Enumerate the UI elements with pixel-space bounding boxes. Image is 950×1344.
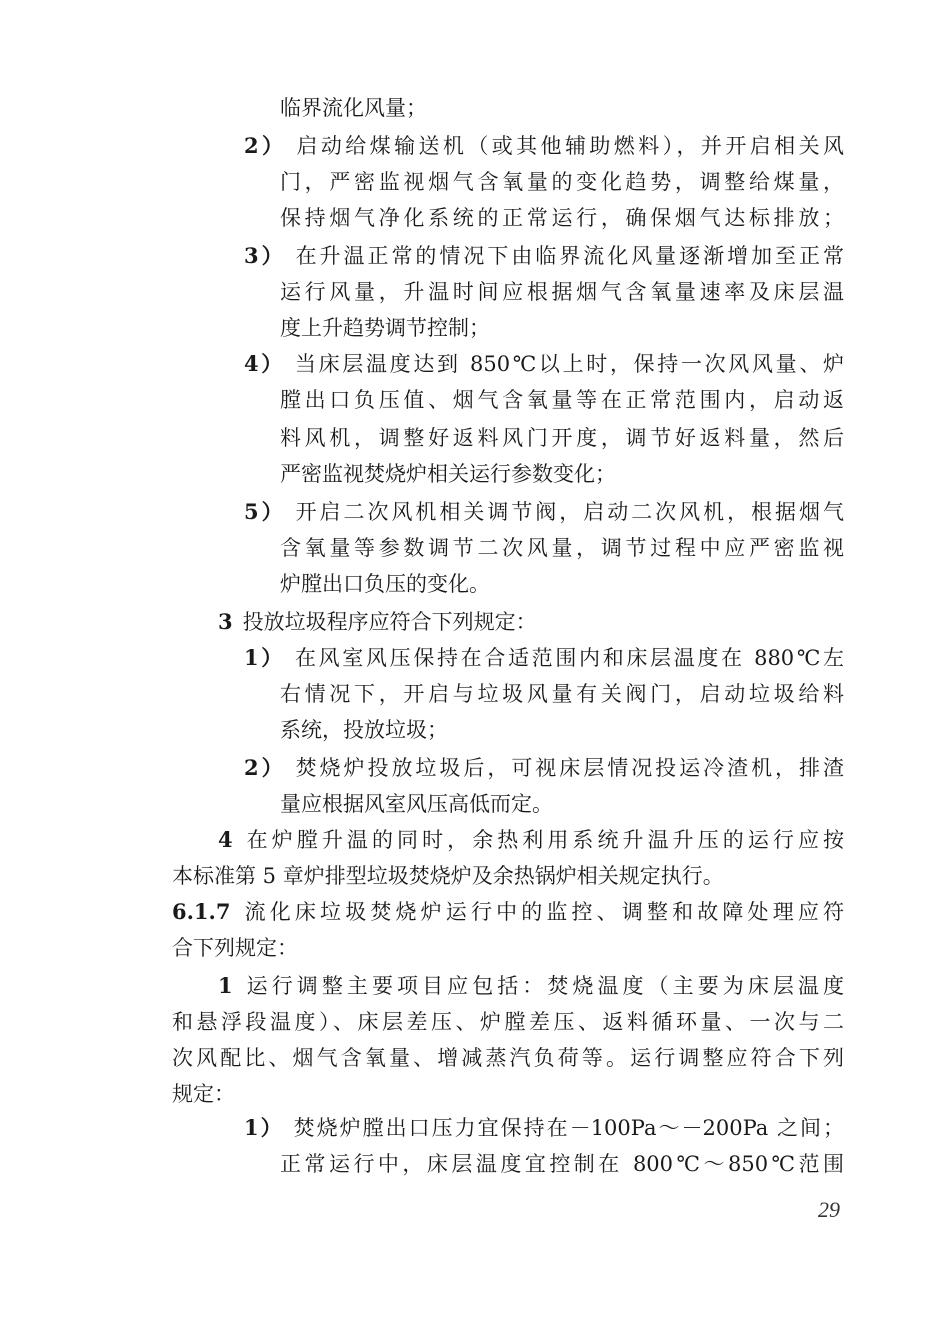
text-line: 运行风量，升温时间应根据烟气含氧量速率及床层温: [280, 280, 844, 304]
list-item: 2） 焚烧炉投放垃圾后，可视床层情况投运冷渣机，排渣: [244, 755, 844, 780]
text-line: 膛出口负压值、烟气含氧量等在正常范围内，启动返: [280, 388, 844, 412]
text-line: 次风配比、烟气含氧量、增减蒸汽负荷等。运行调整应符合下列: [172, 1046, 844, 1070]
text-line: 度上升趋势调节控制；: [280, 316, 490, 340]
section-number: 6.1.7: [172, 899, 231, 924]
item-number: 3）: [244, 243, 286, 268]
clause: 4 在炉膛升温的同时，余热利用系统升温升压的运行应按: [218, 827, 844, 852]
clause-number: 4: [218, 827, 233, 852]
list-item: 4） 当床层温度达到 850℃以上时，保持一次风风量、炉: [244, 351, 844, 376]
text-line: 含氧量等参数调节二次风量，调节过程中应严密监视: [280, 536, 844, 560]
text-line: 量应根据风室风压高低而定。: [280, 792, 553, 816]
item-number: 1）: [244, 1115, 284, 1140]
text-line: 临界流化风量；: [280, 96, 427, 120]
list-item: 1） 焚烧炉膛出口压力宜保持在－100Pa～－200Pa 之间；: [244, 1115, 844, 1140]
section-heading: 6.1.7 流化床垃圾焚烧炉运行中的监控、调整和故障处理应符: [172, 899, 844, 924]
item-number: 2）: [244, 133, 287, 158]
item-number: 1）: [244, 645, 285, 670]
text-line: 和悬浮段温度）、床层差压、炉膛差压、返料循环量、一次与二: [172, 1010, 844, 1034]
clause-number: 3: [218, 609, 233, 634]
text-line: 炉膛出口负压的变化。: [280, 572, 490, 596]
text-line: 保持烟气净化系统的正常运行，确保烟气达标排放；: [280, 206, 844, 230]
list-item: 2） 启动给煤输送机（或其他辅助燃料），并开启相关风: [244, 133, 844, 158]
list-item: 3） 在升温正常的情况下由临界流化风量逐渐增加至正常: [244, 243, 844, 268]
text-line: 右情况下，开启与垃圾风量有关阀门，启动垃圾给料: [280, 682, 844, 706]
item-number: 5）: [244, 499, 286, 524]
text-line: 正常运行中，床层温度宜控制在 800℃～850℃范围: [280, 1152, 844, 1176]
text-line: 规定：: [172, 1082, 235, 1106]
list-item: 1） 在风室风压保持在合适范围内和床层温度在 880℃左: [244, 645, 844, 670]
list-item: 5） 开启二次风机相关调节阀，启动二次风机，根据烟气: [244, 499, 844, 524]
text-line: 本标准第 5 章炉排型垃圾焚烧炉及余热锅炉相关规定执行。: [172, 864, 724, 888]
item-number: 4）: [244, 351, 285, 376]
text-line: 合下列规定：: [172, 936, 298, 960]
text-line: 料风机，调整好返料风门开度，调节好返料量，然后: [280, 426, 844, 450]
page-number: 29: [818, 1197, 840, 1222]
item-number: 2）: [244, 755, 286, 780]
text-line: 系统，投放垃圾；: [280, 718, 448, 742]
text-line: 门，严密监视烟气含氧量的变化趋势，调整给煤量，: [280, 170, 844, 194]
clause-number: 1: [218, 973, 233, 998]
clause: 1 运行调整主要项目应包括：焚烧温度（主要为床层温度: [218, 973, 844, 998]
clause: 3 投放垃圾程序应符合下列规定：: [218, 609, 537, 634]
text-line: 严密监视焚烧炉相关运行参数变化；: [280, 462, 616, 486]
